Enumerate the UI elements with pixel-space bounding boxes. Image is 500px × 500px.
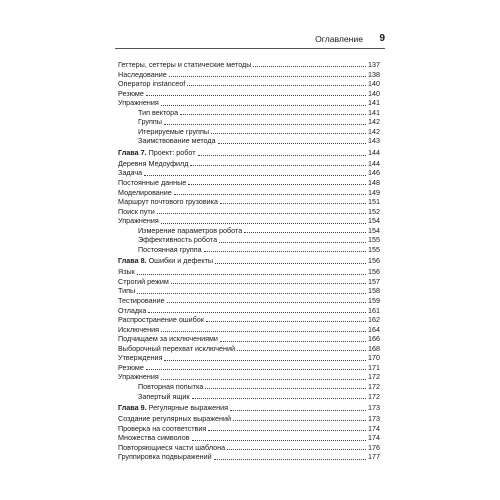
- toc-entry-title: Утверждения: [118, 353, 163, 363]
- dot-leader: [180, 114, 366, 115]
- dot-leader: [161, 105, 366, 106]
- toc-entry-page-number: 155: [368, 244, 380, 254]
- toc-entry-title: [118, 148, 196, 158]
- dot-leader: [144, 175, 366, 176]
- toc-entry-title: Повторная попытка: [138, 381, 204, 391]
- toc-entry-page-number: 152: [368, 206, 380, 216]
- toc-entry-title: Группировка подвыражений: [118, 452, 212, 462]
- page-number: 9: [379, 33, 385, 44]
- toc-entry: [118, 414, 380, 424]
- toc-entry: [118, 382, 380, 392]
- toc-entry-title: Измерение параметров робота: [138, 225, 243, 235]
- dot-leader: [157, 213, 366, 214]
- toc-entry-title: Проверка на соответствия: [118, 423, 207, 433]
- toc-entry: [118, 89, 380, 99]
- toc-chapter-entry: [118, 148, 380, 158]
- dot-leader: [148, 312, 366, 313]
- toc-entry: [118, 433, 380, 443]
- toc-entry-title: Задача: [118, 168, 143, 178]
- dot-leader: [233, 420, 366, 421]
- toc-entry-title: Геттеры, сеттеры и статические методы: [118, 60, 252, 69]
- toc-entry-page-number: 138: [368, 69, 380, 79]
- toc-entry-title: Моделирование: [118, 187, 172, 197]
- toc-entry-page-number: 168: [368, 343, 380, 353]
- dot-leader: [161, 379, 366, 380]
- toc-entry-title: Заимствование метода: [138, 136, 216, 146]
- toc-entry: [118, 372, 380, 382]
- toc-entry-title: Язык: [118, 267, 135, 277]
- toc-entry: [118, 452, 380, 462]
- dot-leader: [171, 283, 366, 284]
- dot-leader: [204, 251, 366, 252]
- toc-entry-page-number: 141: [368, 98, 380, 108]
- dot-leader: [137, 293, 366, 294]
- toc-entry-title: Деревня Медоуфилд: [118, 158, 189, 168]
- dot-leader: [244, 232, 366, 233]
- toc-entry: [118, 296, 380, 306]
- toc-entry-page-number: 166: [368, 334, 380, 344]
- dot-leader: [167, 302, 366, 303]
- toc-entry: [118, 188, 380, 198]
- toc-entry-title: Создание регулярных выражений: [118, 414, 232, 424]
- toc-entry-title: Отладка: [118, 305, 147, 315]
- toc-entry-page-number: 154: [368, 216, 380, 226]
- toc-chapter-entry: [118, 256, 380, 266]
- chapter-label: Глава 7.: [118, 147, 147, 157]
- toc-entry-title: [118, 403, 228, 413]
- dot-leader: [219, 242, 366, 243]
- dot-leader: [253, 66, 366, 67]
- toc-entry-page-number: 156: [368, 256, 380, 266]
- toc-entry: [118, 197, 380, 207]
- toc-entry: [118, 216, 380, 226]
- toc-entry-title: Группы: [138, 117, 162, 127]
- toc-entry: [118, 334, 380, 344]
- dot-leader: [192, 398, 366, 399]
- toc-entry-page-number: 137: [368, 60, 380, 69]
- toc-entry-page-number: 176: [368, 442, 380, 452]
- dot-leader: [227, 449, 366, 450]
- toc-entry-page-number: 173: [368, 414, 380, 424]
- toc-entry: [118, 277, 380, 287]
- running-header: [115, 32, 385, 46]
- toc-entry-title: Итерируемые группы: [138, 126, 209, 136]
- chapter-title: Ошибки и дефекты: [148, 256, 214, 266]
- toc-entry-page-number: 170: [368, 353, 380, 363]
- toc-entry-page-number: 158: [368, 286, 380, 296]
- toc-entry: [118, 127, 380, 137]
- toc-entry: [118, 267, 380, 277]
- dot-leader: [192, 440, 366, 441]
- dot-leader: [190, 165, 366, 166]
- dot-leader: [137, 274, 366, 275]
- toc-entry-page-number: 141: [368, 107, 380, 117]
- toc-entry-title: Постоянные данные: [118, 178, 187, 188]
- toc-entry-title: Маршрут почтового грузовика: [118, 197, 218, 207]
- dot-leader: [220, 341, 366, 342]
- table-of-contents: [118, 60, 380, 462]
- toc-entry-title: [118, 256, 213, 266]
- toc-entry-title: Тип вектора: [138, 107, 179, 117]
- toc-entry: [118, 178, 380, 188]
- running-header-title: Оглавление: [315, 34, 363, 44]
- toc-entry-title: Резюме: [118, 362, 144, 372]
- dot-leader: [174, 194, 366, 195]
- dot-leader: [188, 184, 366, 185]
- toc-entry: [118, 306, 380, 316]
- chapter-label: Глава 9.: [118, 403, 147, 413]
- toc-entry: [118, 424, 380, 434]
- toc-entry-page-number: 164: [368, 324, 380, 334]
- toc-entry-title: Упражнения: [118, 98, 159, 108]
- toc-entry: [118, 117, 380, 127]
- toc-entry-title: Распространение ошибок: [118, 315, 204, 325]
- dot-leader: [230, 410, 366, 411]
- dot-leader: [215, 263, 366, 264]
- dot-leader: [206, 321, 366, 322]
- toc-entry: [118, 98, 380, 108]
- toc-entry: [118, 443, 380, 453]
- dot-leader: [169, 76, 366, 77]
- toc-entry-title: Тестирование: [118, 296, 165, 306]
- toc-entry-page-number: 172: [368, 391, 380, 401]
- header-divider: [115, 48, 385, 49]
- dot-leader: [161, 331, 366, 332]
- toc-entry: [118, 60, 380, 70]
- toc-entry-page-number: 172: [368, 381, 380, 391]
- toc-entry-title: Повторяющиеся части шаблона: [118, 442, 226, 452]
- toc-entry-page-number: 151: [368, 197, 380, 207]
- dot-leader: [237, 350, 366, 351]
- toc-entry-page-number: 174: [368, 423, 380, 433]
- dot-leader: [218, 143, 366, 144]
- dot-leader: [164, 360, 366, 361]
- dot-leader: [220, 203, 366, 204]
- toc-entry-page-number: 174: [368, 433, 380, 443]
- toc-entry: [118, 136, 380, 146]
- dot-leader: [205, 388, 366, 389]
- toc-entry: [118, 70, 380, 80]
- dot-leader: [146, 95, 366, 96]
- toc-entry: [118, 325, 380, 335]
- toc-entry-page-number: 171: [368, 362, 380, 372]
- toc-entry-title: Эффективность робота: [138, 235, 218, 245]
- dot-leader: [187, 85, 366, 86]
- toc-entry: [118, 315, 380, 325]
- toc-entry-title: Типы: [118, 286, 136, 296]
- dot-leader: [214, 459, 366, 460]
- toc-entry-page-number: 144: [368, 158, 380, 168]
- toc-entry-page-number: 146: [368, 168, 380, 178]
- toc-entry-page-number: 140: [368, 88, 380, 98]
- toc-entry-page-number: 144: [368, 147, 380, 157]
- toc-entry: [118, 226, 380, 236]
- dot-leader: [146, 369, 366, 370]
- toc-entry-title: Запертый ящик: [138, 391, 190, 401]
- toc-entry-page-number: 161: [368, 305, 380, 315]
- toc-entry-page-number: 156: [368, 267, 380, 277]
- toc-entry-page-number: 149: [368, 187, 380, 197]
- toc-entry-title: Оператор instanceof: [118, 79, 186, 89]
- chapter-title: Регулярные выражения: [148, 403, 228, 413]
- toc-entry: [118, 245, 380, 255]
- toc-entry-title: Строгий режим: [118, 276, 169, 286]
- toc-entry-title: Выборочный перехват исключений: [118, 343, 235, 353]
- dot-leader: [161, 223, 366, 224]
- toc-entry: [118, 79, 380, 89]
- toc-entry-title: Исключения: [118, 324, 160, 334]
- toc-entry: [118, 159, 380, 169]
- toc-entry-title: Множества символов: [118, 433, 190, 443]
- toc-entry: [118, 207, 380, 217]
- toc-entry: [118, 286, 380, 296]
- toc-entry-page-number: 140: [368, 79, 380, 89]
- chapter-label: Глава 8.: [118, 256, 147, 266]
- toc-entry-page-number: 154: [368, 225, 380, 235]
- dot-leader: [211, 133, 366, 134]
- toc-entry-page-number: 162: [368, 315, 380, 325]
- toc-entry-page-number: 157: [368, 276, 380, 286]
- toc-entry-page-number: 148: [368, 178, 380, 188]
- toc-entry-page-number: 142: [368, 126, 380, 136]
- toc-entry-page-number: 142: [368, 117, 380, 127]
- toc-entry-title: Подчищаем за исключениями: [118, 334, 218, 344]
- toc-entry-title: Наследование: [118, 69, 167, 79]
- dot-leader: [198, 155, 366, 156]
- toc-entry: [118, 363, 380, 373]
- toc-entry: [118, 392, 380, 402]
- toc-entry-title: Поиск пути: [118, 206, 155, 216]
- toc-entry-page-number: 159: [368, 296, 380, 306]
- toc-entry-page-number: 155: [368, 235, 380, 245]
- toc-entry-page-number: 143: [368, 136, 380, 146]
- toc-entry: [118, 235, 380, 245]
- toc-chapter-entry: [118, 403, 380, 413]
- toc-entry-page-number: 177: [368, 452, 380, 462]
- toc-entry-title: Упражнения: [118, 372, 159, 382]
- toc-entry: [118, 108, 380, 118]
- toc-entry-title: Постоянная группа: [138, 244, 202, 254]
- toc-entry-page-number: 172: [368, 372, 380, 382]
- chapter-title: Проект: робот: [148, 147, 196, 157]
- dot-leader: [164, 124, 366, 125]
- toc-entry-title: Упражнения: [118, 216, 159, 226]
- dot-leader: [208, 430, 366, 431]
- toc-entry-title: Резюме: [118, 88, 144, 98]
- toc-entry: [118, 353, 380, 363]
- toc-entry: [118, 344, 380, 354]
- toc-entry-page-number: 173: [368, 403, 380, 413]
- toc-entry: [118, 168, 380, 178]
